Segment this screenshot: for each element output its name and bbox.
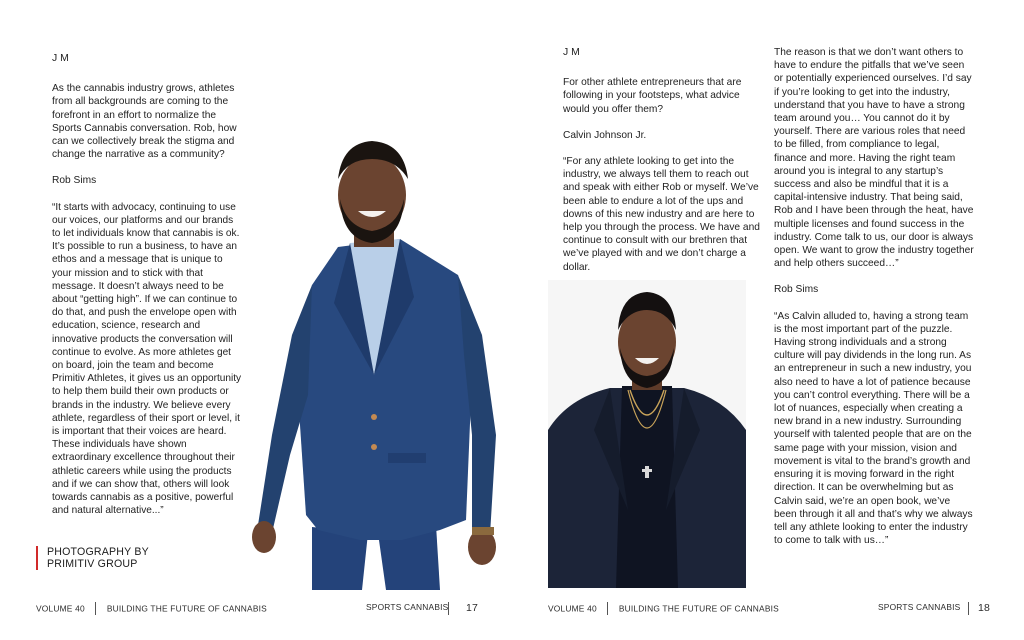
- right-text-column-1: [563, 46, 763, 287]
- photo-credit-line2: PRIMITIV GROUP: [47, 558, 138, 570]
- photo-credit: [36, 546, 149, 570]
- interview-answer-continued: The reason is that we don’t want others to have to endure the pitfalls that we’ve seen or potentially experienced ourselves. I’d say if you’re looking to get into the industry, understand that you have to have a strong team around you… You cannot do it by yourself. There are various roles that need to be filled, from compliance to legal, finance and more. Having the right team around you is integral to any startup’s success and also be mindful that it is a capital-intensive industry. That being said, Rob and I have been through the heat, have multiple licenses and found success in the industry. Come talk to us, our door is always open. We want to grow the industry together and help others succeed…”: [774, 47, 974, 270]
- interview-question: As the cannabis industry grows, athletes from all backgrounds are coming to the forefront in an effort to normalize the Sports Cannabis conversation. Rob, how can we collectively break the stigma and change the narrative as a community?: [52, 83, 237, 161]
- footer-divider: [607, 602, 608, 615]
- footer-magazine: SPORTS CANNABIS: [366, 602, 449, 612]
- speaker-name: Calvin Johnson Jr.: [563, 129, 647, 141]
- footer-divider: [448, 602, 449, 615]
- speaker-name: Rob Sims: [774, 284, 819, 296]
- footer-volume: VOLUME 40: [36, 603, 85, 614]
- photo-calvin-johnson: [548, 280, 746, 588]
- interview-answer: “As Calvin alluded to, having a strong team is the most important part of the puzzle. Having strong individuals and a strong culture will pay dividends in the long run. As an entrepreneur in such a new industry, you also need to have a lot of patience because you can’t control everything. There will be a lot of nuances, especially when creating a new brand in a new industry. Surrounding yourself with talented people that are on the same page with your mission, vision and movement is vital to the brand’s growth and ensuring it is moving forward in the right direction. It can be overwhelming but as Calvin said, we’re an open book, we’ve been through it all and that’s why we always tell any athlete looking to enter the industry to come to talk with us…”: [774, 310, 973, 547]
- page-number: 18: [978, 602, 991, 614]
- photo-credit-line1: PHOTOGRAPHY BY: [47, 546, 149, 558]
- interview-question: For other athlete entrepreneurs that are following in your footsteps, what advice would you offer them?: [563, 77, 742, 115]
- page-number: 17: [466, 602, 479, 614]
- page-footer-right: [548, 602, 1008, 616]
- footer-divider: [968, 602, 969, 615]
- speaker-name: Rob Sims: [52, 175, 97, 187]
- interview-answer: “It starts with advocacy, continuing to use our voices, our platforms and our brands to let individuals know that cannabis is ok. It’s possible to run a business, to have an ethos and a message that is unique to your mission and to stick with that message. It doesn’t always need to be about “getting high”. If we can continue to do that, and push the envelope open with education, science, research and innovative products the conversation will continue to evolve. As more athletes get on board, join the team and become Primitiv Athletes, it gives us an opportunity to help them build their own products or brands in the industry. We believe every athlete, regardless of their sport or level, it is important that their voices are heard. These individuals have shown extraordinary excellence throughout their athletic careers while using the products and if we can show that, others will look towards cannabis as a positive, powerful and natural alternative...”: [52, 201, 242, 517]
- footer-section: BUILDING THE FUTURE OF CANNABIS: [618, 603, 779, 614]
- page-footer-left: [36, 602, 496, 616]
- interviewer-initials: J M: [563, 47, 580, 58]
- footer-section: BUILDING THE FUTURE OF CANNABIS: [106, 603, 267, 614]
- photo-rob-sims: [250, 135, 512, 590]
- footer-magazine: SPORTS CANNABIS: [878, 602, 961, 612]
- right-text-column-2: [774, 46, 974, 560]
- interview-answer: “For any athlete looking to get into the industry, we always tell them to reach out and speak with either Rob or myself. We’ve been able to endure a lot of the ups and downs of this new industry and are here to help you through the process. We have and continue to consult with our brethren that we’ve played with and we don’t charge a dollar.: [563, 156, 760, 273]
- footer-divider: [95, 602, 96, 615]
- magazine-page-18: [512, 0, 1024, 640]
- interviewer-initials: J M: [52, 53, 69, 64]
- left-text-column: [52, 52, 244, 531]
- footer-volume: VOLUME 40: [548, 603, 597, 614]
